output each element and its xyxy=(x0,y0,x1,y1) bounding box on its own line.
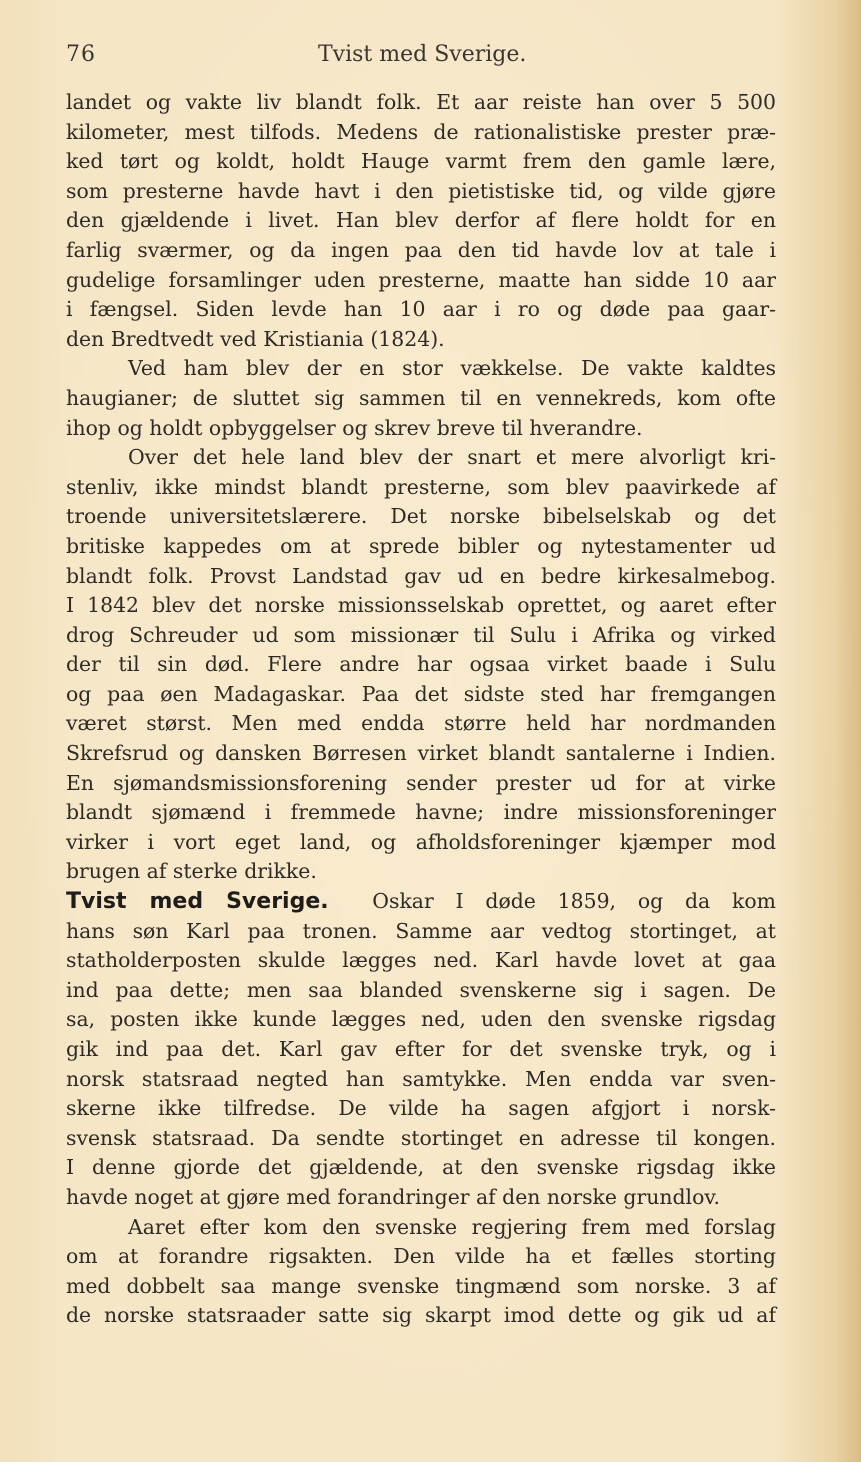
text-line: blandt sjømænd i fremmede havne; indre missionsforeninger xyxy=(66,800,776,825)
page-number: 76 xyxy=(66,42,96,67)
paragraph xyxy=(66,443,776,887)
text-line: En sjømandsmissionsforening sender prester ud for at virke xyxy=(66,770,776,795)
text-line: drog Schreuder ud som missionær til Sulu i Afrika og virked xyxy=(66,622,776,647)
text-line: i fængsel. Siden levde han 10 aar i ro og døde paa gaar- xyxy=(66,297,776,322)
text-line: britiske kappedes om at sprede bibler og nytestamenter ud xyxy=(66,533,776,558)
text-line: svensk statsraad. Da sendte stortinget en adresse til kongen. xyxy=(66,1125,776,1150)
text-line: havde noget at gjøre med forandringer af den norske grundlov. xyxy=(66,1184,720,1209)
text-line: om at forandre rigsakten. Den vilde ha et fælles storting xyxy=(66,1244,776,1269)
text-line: Skrefsrud og dansken Børresen virket blandt santalerne i Indien. xyxy=(66,741,776,766)
section-first-line-text: Oskar I døde 1859, og da kom xyxy=(372,889,777,914)
section-tvist-med-sverige xyxy=(66,887,776,1213)
text-line: været størst. Men med endda større held har nordmanden xyxy=(66,711,776,736)
text-line: landet og vakte liv blandt folk. Et aar reiste han over 5 500 xyxy=(66,90,776,114)
text-line: statholderposten skulde lægges ned. Karl havde lovet at gaa xyxy=(66,948,776,973)
text-line: kilometer, mest tilfods. Medens de rationalistiske prester præ- xyxy=(66,119,776,144)
text-line: den Bredtvedt ved Kristiania (1824). xyxy=(66,326,445,351)
section-first-line xyxy=(66,887,776,917)
text-line: og paa øen Madagaskar. Paa det sidste sted har fremgangen xyxy=(66,681,776,706)
text-line: hans søn Karl paa tronen. Samme aar vedtog stortinget, at xyxy=(66,918,776,943)
text-line: troende universitetslærere. Det norske bibelselskab og det xyxy=(66,504,776,529)
text-line: haugianer; de sluttet sig sammen til en vennekreds, kom ofte xyxy=(66,385,776,410)
text-line: blandt folk. Provst Landstad gav ud en bedre kirkesalmebog. xyxy=(66,563,776,588)
text-line: brugen af sterke drikke. xyxy=(66,859,317,884)
paragraph xyxy=(66,354,776,443)
paragraph xyxy=(66,88,776,354)
text-line: sa, posten ikke kunde lægges ned, uden den svenske rigsdag xyxy=(66,1007,776,1032)
text-line: den gjældende i livet. Han blev derfor af flere holdt for en xyxy=(66,208,776,233)
running-title: Tvist med Sverige. xyxy=(318,42,527,67)
text-line: som presterne havde havt i den pietistiske tid, og vilde gjøre xyxy=(66,178,776,203)
text-line: gik ind paa det. Karl gav efter for det svenske tryk, og i xyxy=(66,1037,776,1061)
page-header xyxy=(66,42,776,76)
body-text xyxy=(66,88,776,1331)
text-line: ked tørt og koldt, holdt Hauge varmt frem den gamle lære, xyxy=(66,149,776,174)
text-line: Aaret efter kom den svenske regjering frem med forslag xyxy=(128,1214,776,1239)
text-line: gudelige forsamlinger uden presterne, maatte han sidde 10 aar xyxy=(66,267,776,292)
text-line: virker i vort eget land, og afholdsforeninger kjæmper mod xyxy=(66,829,776,854)
paragraph xyxy=(66,1213,776,1331)
text-line: Ved ham blev der en stor vækkelse. De vakte kaldtes xyxy=(128,356,776,381)
text-line: der til sin død. Flere andre har ogsaa virket baade i Sulu xyxy=(66,652,776,677)
text-line: de norske statsraader satte sig skarpt imod dette og gik ud af xyxy=(66,1303,776,1328)
section-heading: Tvist med Sverige. xyxy=(66,889,329,915)
text-line: Over det hele land blev der snart et mere alvorligt kri- xyxy=(128,445,776,470)
text-line: I 1842 blev det norske missionsselskab oprettet, og aaret efter xyxy=(66,593,776,618)
text-line: ind paa dette; men saa blanded svenskerne sig i sagen. De xyxy=(66,977,776,1002)
text-line: farlig sværmer, og da ingen paa den tid havde lov at tale i xyxy=(66,237,776,262)
text-line: norsk statsraad negted han samtykke. Men endda var sven- xyxy=(66,1066,776,1091)
text-line: ihop og holdt opbyggelser og skrev breve til hverandre. xyxy=(66,415,643,440)
text-line: med dobbelt saa mange svenske tingmænd som norske. 3 af xyxy=(66,1273,776,1298)
text-line: I denne gjorde det gjældende, at den svenske rigsdag ikke xyxy=(66,1155,776,1180)
text-line: skerne ikke tilfredse. De vilde ha sagen afgjort i norsk- xyxy=(66,1096,776,1121)
text-line: stenliv, ikke mindst blandt presterne, som blev paavirkede af xyxy=(66,474,776,499)
